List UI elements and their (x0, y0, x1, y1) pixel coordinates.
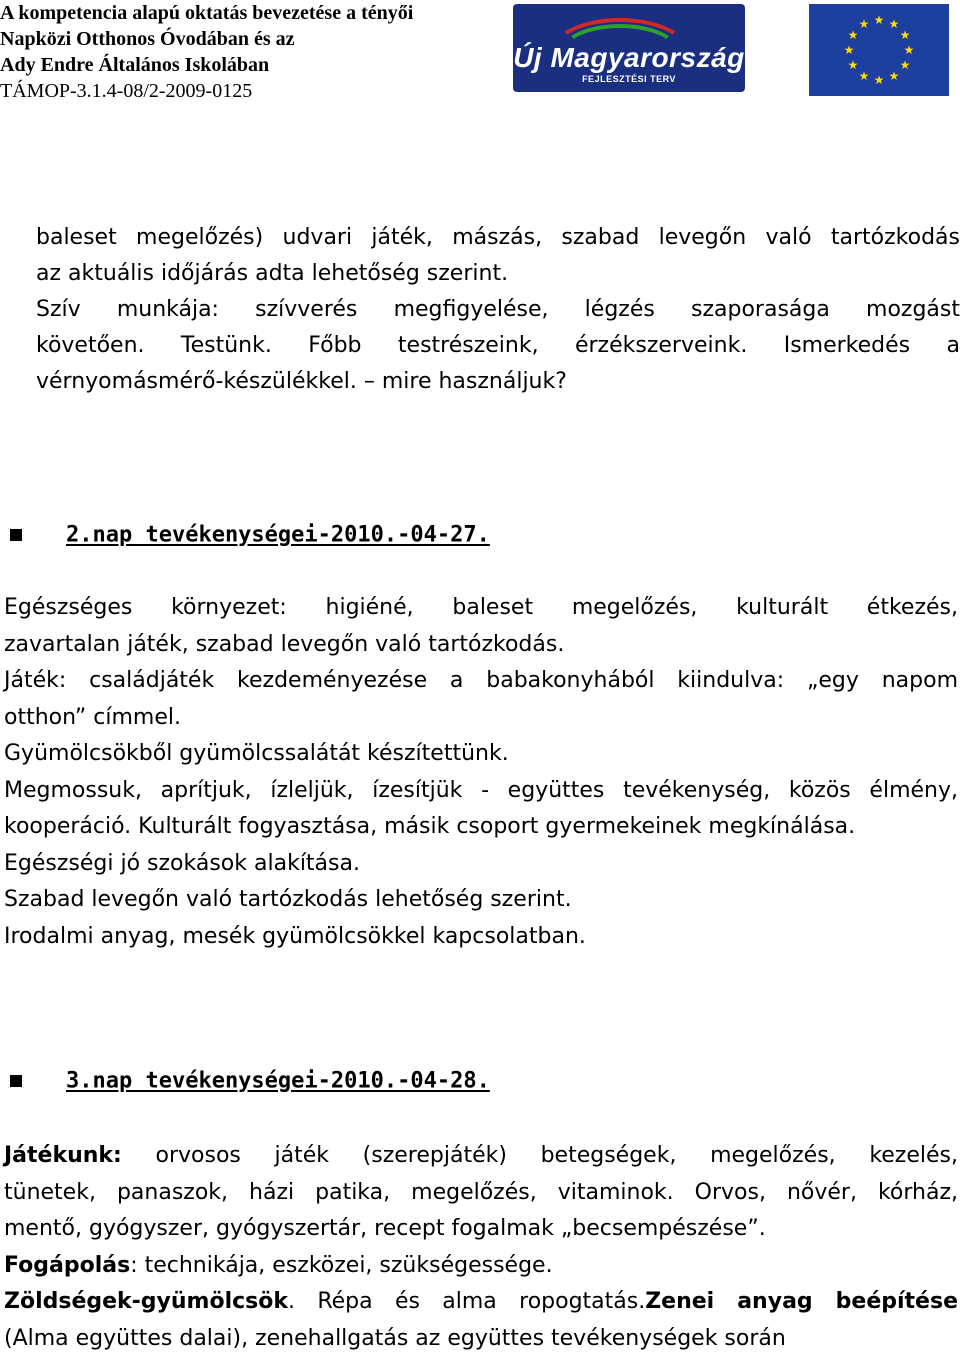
day3-heading (10, 1068, 490, 1094)
logo-title: Új Magyarország (513, 42, 745, 73)
eu-star-icon: ★ (873, 73, 885, 87)
text-span: . Répa és alma ropogtatás. (288, 1289, 646, 1314)
eu-star-icon: ★ (873, 13, 885, 27)
header-project-code: TÁMOP-3.1.4-08/2-2009-0125 (0, 80, 253, 102)
text-line: otthon” címmel. (4, 704, 181, 730)
header-line: Napközi Otthonos Óvodában és az (0, 28, 295, 50)
eu-star-icon: ★ (888, 17, 900, 32)
eu-star-icon: ★ (847, 58, 859, 72)
text-line: tünetek, panaszok, házi patika, megelőzés, vitaminok. Orvos, nővér, kórház, (4, 1179, 958, 1205)
square-bullet-icon (10, 529, 22, 541)
label-zoldsegek: Zöldségek-gyümölcsök (4, 1289, 289, 1314)
text-line: Egészséges környezet: higiéné, baleset megelőzés, kulturált étkezés, (4, 595, 958, 620)
text-line: Szabad levegőn való tartózkodás lehetőség szerint. (4, 887, 572, 912)
text-line: Játék: családjáték kezdeményezése a babakonyhából kiindulva: „egy napom (4, 668, 958, 693)
header-line: A kompetencia alapú oktatás bevezetése a tényői (0, 2, 414, 24)
header-institution (0, 0, 500, 104)
eu-star-icon: ★ (899, 28, 911, 42)
label-jatekunk: Játékunk: (4, 1143, 122, 1168)
text-line (4, 1138, 958, 1175)
header-line: Ady Endre Általános Iskolában (0, 54, 270, 76)
intro-paragraph (36, 220, 960, 400)
eu-stars-icon (809, 4, 949, 96)
text-line: Egészségi jó szokások alakítása. (4, 850, 360, 876)
text-line: az aktuális időjárás adta lehetőség szerint. (36, 261, 509, 286)
eu-star-icon: ★ (888, 68, 900, 83)
eu-star-icon: ★ (903, 43, 915, 57)
text-line: követően. Testünk. Főbb testrészeink, érzékszerveink. Ismerkedés a (36, 333, 960, 358)
square-bullet-icon (10, 1075, 22, 1087)
text-line: Szív munkája: szívverés megfigyelése, légzés szaporasága mozgást (36, 297, 960, 322)
text-line: zavartalan játék, szabad levegőn való tartózkodás. (4, 631, 565, 657)
day2-heading-text: 2.nap tevékenységei-2010.-04-27. (66, 522, 490, 548)
text-line (4, 1284, 958, 1321)
text-line (4, 1248, 958, 1285)
text-line: vérnyomásmérő-készülékkel. – mire használjuk? (36, 369, 567, 394)
day2-body (4, 590, 958, 955)
logo-subtitle: FEJLESZTÉSI TERV (582, 74, 676, 84)
day2-heading (10, 522, 490, 548)
eu-star-icon: ★ (858, 17, 870, 32)
text-span: orvosos játék (szerepjáték) betegségek, megelőzés, kezelés, (121, 1143, 958, 1168)
text-line: kooperáció. Kulturált fogyasztása, másik csoport gyermekeinek megkínálása. (4, 814, 856, 839)
eu-star-icon: ★ (843, 43, 855, 57)
day3-body (4, 1138, 958, 1357)
day3-heading-text: 3.nap tevékenységei-2010.-04-28. (66, 1068, 490, 1094)
text-line: mentő, gyógyszer, gyógyszertár, recept fogalmak „becsempészése”. (4, 1216, 766, 1241)
text-line: (Alma együttes dalai), zenehallgatás az együttes tevékenységek során (4, 1325, 786, 1351)
text-line: Gyümölcsökből gyümölcssalátát készítettünk. (4, 741, 509, 766)
eu-flag-logo (809, 4, 949, 96)
text-line: Irodalmi anyag, mesék gyümölcsökkel kapcsolatban. (4, 923, 586, 949)
eu-star-icon: ★ (858, 68, 870, 83)
eu-star-icon: ★ (847, 28, 859, 42)
text-span: : technikája, eszközei, szükségessége. (130, 1252, 553, 1278)
eu-star-icon: ★ (899, 58, 911, 72)
label-fogapolas: Fogápolás (4, 1252, 131, 1278)
text-line: baleset megelőzés) udvari játék, mászás, szabad levegőn való tartózkodás (36, 225, 960, 250)
uj-magyarorszag-logo (513, 4, 745, 92)
label-zenei-anyag: Zenei anyag beépítése (645, 1289, 958, 1314)
text-line: Megmossuk, aprítjuk, ízleljük, ízesítjük - együttes tevékenység, közös élmény, (4, 777, 958, 803)
